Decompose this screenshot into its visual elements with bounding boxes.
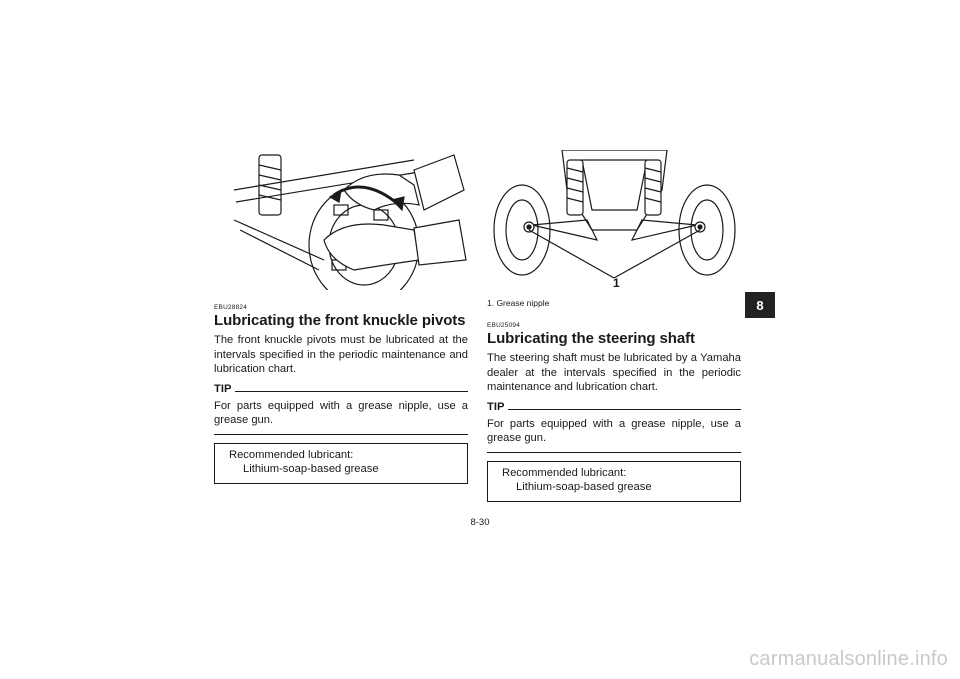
tip-end-rule [487, 452, 741, 453]
section-title: Lubricating the steering shaft [487, 330, 695, 347]
section-code: EBU25094 [487, 322, 521, 329]
lubricant-value: Lithium-soap-based grease [516, 481, 652, 493]
tip-text: For parts equipped with a grease nipple, use a grease gun. [487, 417, 741, 444]
knuckle-pivot-illustration [214, 150, 468, 290]
tip-block [214, 383, 468, 435]
left-column [214, 150, 468, 484]
tip-block [487, 401, 741, 453]
section-title: Lubricating the front knuckle pivots [214, 312, 466, 329]
lubricant-box [487, 461, 741, 502]
section-body: The front knuckle pivots must be lubricated at the intervals specified in the periodic maintenance and lubrication chart. [214, 334, 468, 375]
lubricant-box [214, 443, 468, 484]
lubricant-label: Recommended lubricant: [229, 448, 354, 461]
tip-label: TIP [214, 382, 232, 395]
tip-rule [235, 391, 468, 392]
steering-shaft-illustration [487, 150, 741, 290]
section-body: The steering shaft must be lubricated by a Yamaha dealer at the intervals specified in the periodic maintenance and lubrication chart. [487, 352, 741, 393]
chapter-tab: 8 [745, 292, 775, 318]
page-number: 8-30 [470, 517, 490, 528]
section-code: EBU28824 [214, 304, 248, 311]
tip-end-rule [214, 434, 468, 435]
lubricant-value: Lithium-soap-based grease [243, 463, 379, 475]
tip-text: For parts equipped with a grease nipple, use a grease gun. [214, 399, 468, 426]
figure-callout-1: 1 [613, 276, 620, 290]
figure-caption: 1. Grease nipple [487, 298, 550, 308]
right-column [487, 150, 741, 502]
tip-label: TIP [487, 400, 505, 413]
lubricant-label: Recommended lubricant: [502, 466, 627, 479]
tip-rule [508, 409, 741, 410]
watermark: carmanualsonline.info [749, 648, 948, 670]
